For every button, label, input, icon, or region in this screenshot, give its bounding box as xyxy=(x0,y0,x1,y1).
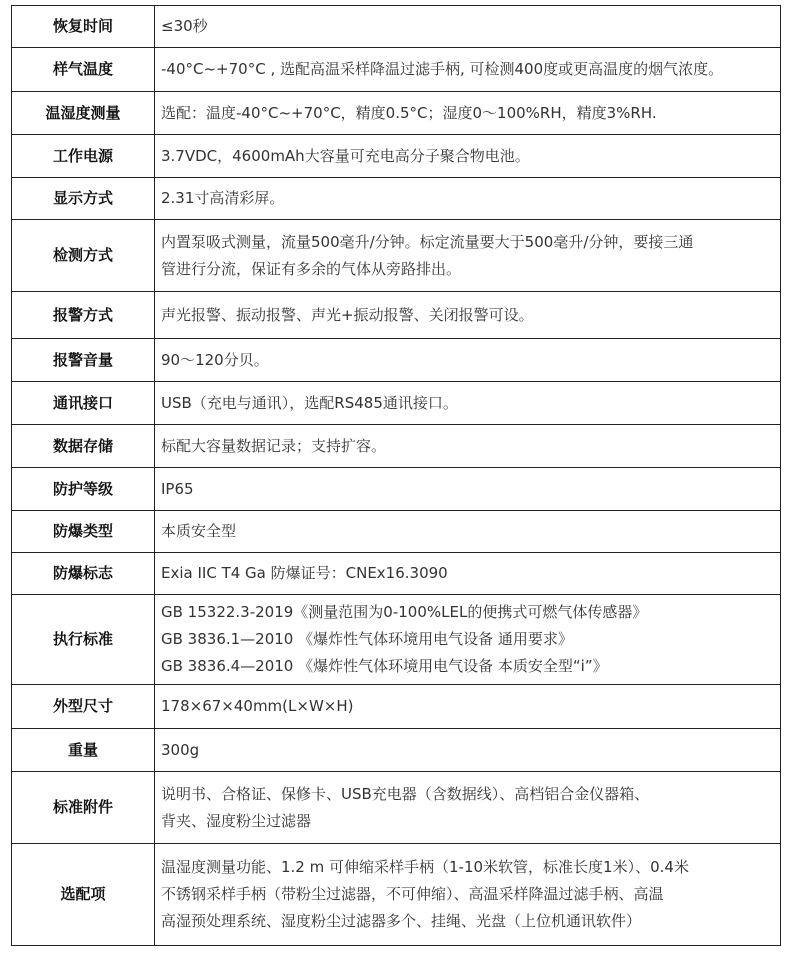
spec-label: 标准附件 xyxy=(12,772,155,844)
spec-value-line: 本质安全型 xyxy=(161,522,237,540)
spec-label: 恢复时间 xyxy=(12,6,155,48)
spec-label: 通讯接口 xyxy=(12,382,155,425)
spec-label: 防护等级 xyxy=(12,468,155,511)
spec-value-line: ≤30秒 xyxy=(161,17,208,35)
spec-value xyxy=(155,220,781,292)
spec-value xyxy=(155,595,781,685)
spec-value-line: 178×67×40mm(L×W×H) xyxy=(161,697,354,715)
spec-label: 报警音量 xyxy=(12,339,155,382)
spec-value xyxy=(155,339,781,382)
spec-value-line: Exia IIC T4 Ga 防爆证号：CNEx16.3090 xyxy=(161,564,448,582)
spec-label: 防爆类型 xyxy=(12,511,155,553)
spec-table xyxy=(11,5,781,946)
spec-label: 样气温度 xyxy=(12,48,155,92)
table-row xyxy=(12,6,781,48)
table-row xyxy=(12,553,781,595)
table-row xyxy=(12,468,781,511)
table-row xyxy=(12,292,781,339)
spec-label: 外型尺寸 xyxy=(12,685,155,729)
spec-value xyxy=(155,178,781,220)
spec-value-line: 2.31寸高清彩屏。 xyxy=(161,189,285,207)
table-row xyxy=(12,772,781,844)
spec-label: 报警方式 xyxy=(12,292,155,339)
table-row xyxy=(12,382,781,425)
spec-value xyxy=(155,48,781,92)
table-row xyxy=(12,135,781,178)
spec-value xyxy=(155,468,781,511)
spec-value-line: 300g xyxy=(161,740,200,759)
table-row xyxy=(12,844,781,946)
spec-label: 工作电源 xyxy=(12,135,155,178)
spec-value-line: GB 3836.4—2010 《爆炸性气体环境用电气设备 本质安全型“i”》 xyxy=(161,657,608,675)
spec-value xyxy=(155,729,781,772)
spec-value-line: IP65 xyxy=(161,479,194,498)
table-row xyxy=(12,425,781,468)
spec-value-line: 内置泵吸式测量，流量500毫升/分钟。标定流量要大于500毫升/分钟，要接三通 xyxy=(161,232,694,251)
spec-value-line: USB（充电与通讯），选配RS485通讯接口。 xyxy=(161,393,458,412)
spec-value-line: GB 3836.1—2010 《爆炸性气体环境用电气设备 通用要求》 xyxy=(161,630,573,648)
table-row xyxy=(12,339,781,382)
spec-value-line: 3.7VDC，4600mAh大容量可充电高分子聚合物电池。 xyxy=(161,146,530,165)
spec-value xyxy=(155,425,781,468)
spec-value-line: 说明书、合格证、保修卡、USB充电器（含数据线）、高档铝合金仪器箱、 xyxy=(161,784,650,803)
spec-label: 选配项 xyxy=(12,844,155,946)
table-row xyxy=(12,220,781,292)
spec-value xyxy=(155,382,781,425)
spec-label: 数据存储 xyxy=(12,425,155,468)
spec-value xyxy=(155,292,781,339)
table-row xyxy=(12,729,781,772)
spec-value-line: 管进行分流，保证有多余的气体从旁路排出。 xyxy=(161,259,462,278)
spec-value xyxy=(155,553,781,595)
spec-value xyxy=(155,844,781,946)
spec-value-line: 温湿度测量功能、1.2 m 可伸缩采样手柄（1-10米软管，标准长度1米）、0.4米 xyxy=(161,858,689,876)
spec-value-line: 不锈钢采样手柄（带粉尘过滤器，不可伸缩）、高温采样降温过滤手柄、高温 xyxy=(161,885,664,903)
spec-value-line: 选配：温度-40°C~+70°C，精度0.5°C；湿度0～100%RH，精度3%RH. xyxy=(161,103,657,122)
table-row xyxy=(12,178,781,220)
spec-label: 显示方式 xyxy=(12,178,155,220)
spec-label: 温湿度测量 xyxy=(12,92,155,135)
table-row xyxy=(12,92,781,135)
spec-value-line: 90～120分贝。 xyxy=(161,350,269,369)
spec-value xyxy=(155,772,781,844)
spec-label: 重量 xyxy=(12,729,155,772)
spec-value-line: 标配大容量数据记录；支持扩容。 xyxy=(161,436,387,455)
spec-label: 检测方式 xyxy=(12,220,155,292)
spec-value xyxy=(155,6,781,48)
spec-label: 防爆标志 xyxy=(12,553,155,595)
spec-value-line: 高湿预处理系统、湿度粉尘过滤器多个、挂绳、光盘（上位机通讯软件） xyxy=(161,912,642,930)
spec-value-line: GB 15322.3-2019《测量范围为0-100%LEL的便携式可燃气体传感器》 xyxy=(161,603,648,621)
table-row xyxy=(12,595,781,685)
table-row xyxy=(12,48,781,92)
spec-table-body xyxy=(12,6,781,946)
spec-label: 执行标准 xyxy=(12,595,155,685)
spec-value xyxy=(155,511,781,553)
spec-value xyxy=(155,685,781,729)
spec-value-line: -40°C~+70°C , 选配高温采样降温过滤手柄, 可检测400度或更高温度的烟气浓度。 xyxy=(161,60,724,78)
spec-value-line: 声光报警、振动报警、声光+振动报警、关闭报警可设。 xyxy=(161,305,534,324)
table-row xyxy=(12,685,781,729)
spec-value xyxy=(155,135,781,178)
spec-value xyxy=(155,92,781,135)
spec-value-line: 背夹、湿度粉尘过滤器 xyxy=(161,811,312,830)
table-row xyxy=(12,511,781,553)
